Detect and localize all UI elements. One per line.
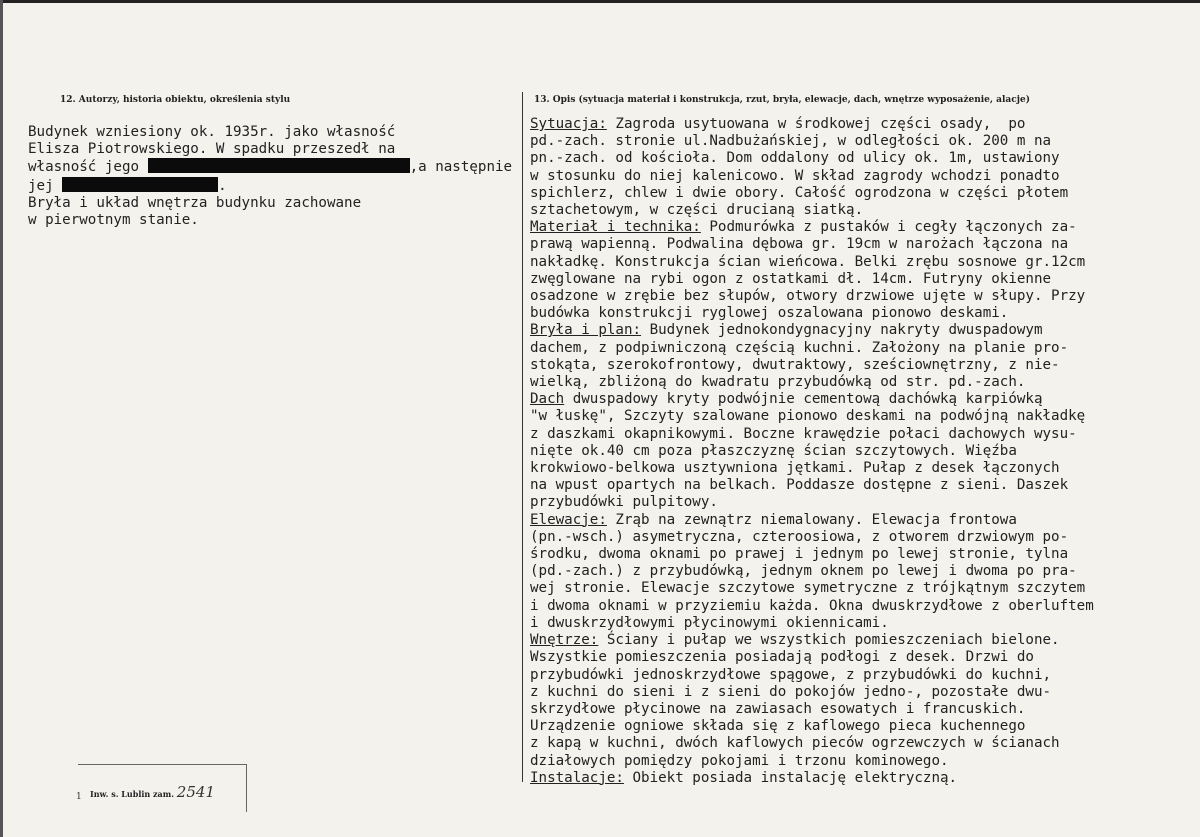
description-line: "w łuskę", Szczyty szalowane pionowo deskami na podwójną nakładkę: [530, 408, 1086, 425]
description-line: Zagroda usytuowana w środkowej części osady, po: [606, 116, 1026, 132]
description-line: i dwoma oknami w przyziemiu każda. Okna dwuskrzydłowe z oberluftem: [530, 597, 1094, 614]
description-line: działowych pomiędzy pokojami i trzonu kominowego.: [530, 752, 949, 769]
stamp-label: Inw. s. Lublin zam.: [90, 789, 174, 799]
section-label-instalacje: Instalacje:: [530, 769, 624, 786]
description-text: [530, 116, 1094, 787]
history-line: własność jego: [28, 159, 140, 176]
history-line: Elisza Piotrowskiego. W spadku przeszedł na: [28, 141, 396, 158]
description-line: (pn.-wsch.) asymetryczna, czteroosiowa, z otworem drzwiowym po-: [530, 528, 1069, 545]
history-line: w pierwotnym stanie.: [28, 212, 199, 229]
history-line: ,a następnie: [409, 159, 513, 176]
page-edge-top: [0, 0, 1200, 3]
section-label-dach: Dach: [530, 391, 565, 408]
section-label-sytuacja: Sytuacja:: [530, 116, 607, 132]
description-line: wej stronie. Elewacje szczytowe symetryczne z trójkątnym szczytem: [530, 580, 1086, 597]
inventory-stamp: [90, 783, 215, 801]
history-line: .: [218, 177, 227, 194]
description-line: Podmurówka z pustaków i cegły łączonych za-: [700, 219, 1077, 236]
section-label-material: Materiał i technika:: [530, 219, 701, 236]
description-line: na wpust opartych na belkach. Poddasze dostępne z sieni. Daszek: [530, 477, 1069, 494]
description-line: nakładkę. Konstrukcja ścian wieńcowa. Belki zrębu sosnowe gr.12cm: [530, 253, 1086, 270]
section-label-elewacje: Elewacje:: [530, 511, 607, 528]
description-line: spichlerz, chlew i dwie obory. Całość ogrodzona w części płotem: [530, 184, 1069, 201]
stamp-number: 2541: [176, 783, 215, 801]
description-line: pn.-zach. od kościoła. Dom oddalony od ulicy ok. 1m, ustawiony: [530, 150, 1060, 167]
description-line: (pd.-zach.) z przybudówką, jednym oknem po lewej i dwoma po pra-: [530, 563, 1077, 580]
description-line: Urządzenie ogniowe składa się z kaflowego pieca kuchennego: [530, 718, 1026, 735]
history-line: jej: [28, 177, 54, 194]
section-12-heading: 12. Autorzy, historia obiektu, określenia stylu: [60, 95, 291, 105]
description-line: nięte ok.40 cm poza płaszczyznę ścian szczytowych. Więźba: [530, 442, 1017, 459]
description-line: dachem, z podpiwniczoną częścią kuchni. Założony na planie pro-: [530, 339, 1069, 356]
history-line: Budynek wzniesiony ok. 1935r. jako własność: [28, 124, 396, 140]
description-line: sztachetowym, w części drucianą siatką.: [530, 202, 864, 219]
description-line: Zrąb na zewnątrz niemalowany. Elewacja frontowa: [606, 511, 1017, 528]
description-line: krokwiowo-belkowa usztywniona jętkami. Pułap z desek łączonych: [530, 460, 1060, 477]
page-edge-left: [0, 0, 3, 837]
description-line: stokąta, szerokofrontowy, dwutraktowy, sześciownętrzny, z nie-: [530, 356, 1060, 373]
description-line: i dwuskrzydłowymi płycinowymi okiennicami.: [530, 614, 889, 631]
description-line: z kapą w kuchni, dwóch kaflowych pieców ogrzewczych w ścianach: [530, 735, 1060, 752]
section-label-wnetrze: Wnętrze:: [530, 632, 599, 649]
description-line: budówka konstrukcji ryglowej oszalowana pionowo deskami.: [530, 305, 1009, 322]
section-13-heading: 13. Opis (sytuacja materiał i konstrukcja, rzut, bryła, elewacje, dach, wnętrze wyposażenie, alacje): [534, 95, 1030, 105]
description-line: skrzydłowe płycinowe na zawiasach esowatych i francuskich.: [530, 700, 1026, 717]
redaction-bar: [62, 177, 218, 192]
description-line: wielką, zbliżoną do kwadratu przybudówką od str. pd.-zach.: [530, 374, 1026, 391]
column-divider: [522, 92, 523, 782]
description-line: Obiekt posiada instalację elektryczną.: [623, 769, 958, 786]
description-line: w stosunku do niej kalenicowo. W skład zagrody wchodzi ponadto: [530, 167, 1060, 184]
description-line: Budynek jednokondygnacyjny nakryty dwuspadowym: [641, 322, 1043, 339]
section-label-bryla: Bryła i plan:: [530, 322, 642, 339]
description-line: osadzone w zrębie bez słupów, otwory drzwiowe ujęte w słupy. Przy: [530, 288, 1086, 305]
description-line: z daszkami okapnikowymi. Boczne krawędzie połaci dachowych wysu-: [530, 425, 1077, 442]
stamp-mark: 1: [76, 792, 82, 802]
description-line: Ściany i pułap we wszystkich pomieszczeniach bielone.: [598, 632, 1060, 649]
history-line: Bryła i układ wnętrza budynku zachowane: [28, 194, 362, 211]
description-line: Wszystkie pomieszczenia posiadają podłogi z desek. Drzwi do: [530, 649, 1034, 666]
description-line: prawą wapienną. Podwalina dębowa gr. 19cm w narożach łączona na: [530, 236, 1069, 253]
description-line: z kuchni do sieni i z sieni do pokojów jedno-, pozostałe dwu-: [530, 683, 1052, 700]
description-line: zwęglowane na rybi ogon z ostatkami dł. 14cm. Futryny okienne: [530, 270, 1052, 287]
description-line: środku, dwoma oknami po prawej i jednym po lewej stronie, tylna: [530, 546, 1069, 563]
history-text: [28, 124, 512, 229]
description-line: przybudówki pulpitowy.: [530, 494, 718, 511]
description-line: przybudówki jednoskrzydłowe spągowe, z przybudówki do kuchni,: [530, 666, 1052, 683]
description-line: dwuspadowy kryty podwójnie cementową dachówką karpiówką: [564, 391, 1043, 408]
redaction-bar: [148, 158, 410, 173]
description-line: pd.-zach. stronie ul.Nadbużańskiej, w odległości ok. 200 m na: [530, 133, 1052, 150]
